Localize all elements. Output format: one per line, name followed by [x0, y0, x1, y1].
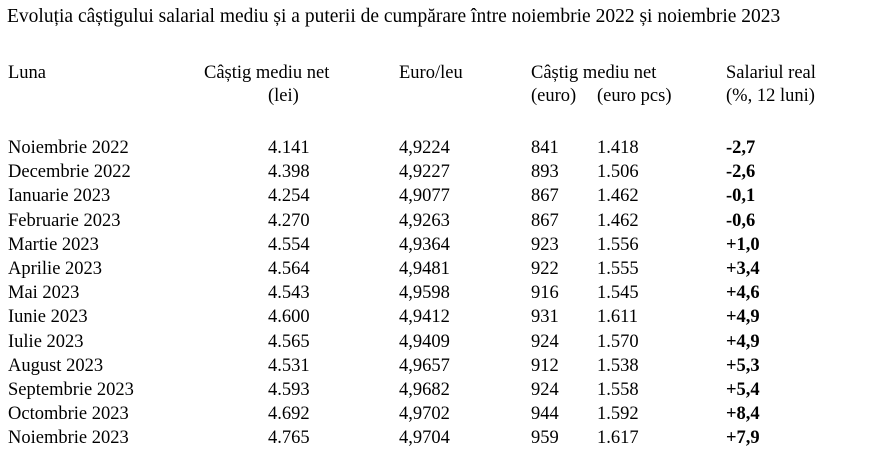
- table-row: [0, 257, 881, 281]
- cell-castig-euro-pcs: 1.555: [597, 258, 639, 279]
- table-row: [0, 402, 881, 426]
- cell-castig-euro-pcs: 1.570: [597, 331, 639, 352]
- cell-euro-leu: 4,9263: [399, 210, 450, 231]
- cell-castig-lei: 4.543: [268, 283, 310, 304]
- cell-castig-lei: 4.254: [268, 186, 310, 207]
- table-row: [0, 184, 881, 208]
- cell-castig-euro-pcs: 1.611: [597, 307, 638, 328]
- cell-euro-leu: 4,9224: [399, 138, 450, 158]
- cell-euro-leu: 4,9227: [399, 162, 450, 183]
- cell-salariul-real: +7,9: [726, 428, 760, 449]
- cell-euro-leu: 4,9409: [399, 331, 450, 352]
- cell-luna: Martie 2023: [8, 234, 99, 255]
- cell-luna: Iulie 2023: [8, 331, 84, 352]
- cell-castig-euro: 944: [531, 404, 559, 425]
- cell-salariul-real: +8,4: [726, 404, 760, 425]
- cell-castig-lei: 4.270: [268, 210, 310, 231]
- header-castig-euro-line2a: (euro): [531, 86, 577, 106]
- cell-castig-euro-pcs: 1.462: [597, 210, 639, 231]
- table-row: [0, 209, 881, 233]
- cell-castig-euro-pcs: 1.418: [597, 138, 639, 158]
- table-row: [0, 281, 881, 305]
- cell-castig-euro-pcs: 1.545: [597, 283, 639, 304]
- table-row: [0, 160, 881, 184]
- table-body: [0, 136, 881, 450]
- cell-castig-euro-pcs: 1.617: [597, 428, 639, 449]
- cell-castig-euro-pcs: 1.506: [597, 162, 639, 183]
- header-luna: Luna: [8, 63, 47, 83]
- cell-castig-euro-pcs: 1.556: [597, 234, 639, 255]
- header-castig-lei-line1: Câștig mediu net: [204, 63, 330, 83]
- cell-luna: Ianuarie 2023: [8, 186, 111, 207]
- header-castig-euro-line2b: (euro pcs): [597, 86, 672, 106]
- cell-salariul-real: -2,6: [726, 162, 756, 183]
- table-row: [0, 378, 881, 402]
- table-row: [0, 136, 881, 160]
- table-row: [0, 354, 881, 378]
- cell-luna: August 2023: [8, 355, 104, 376]
- header-salariul-real-line1: Salariul real: [726, 63, 816, 83]
- cell-castig-euro: 912: [531, 355, 559, 376]
- cell-castig-lei: 4.593: [268, 379, 310, 400]
- cell-salariul-real: +3,4: [726, 258, 760, 279]
- cell-castig-lei: 4.398: [268, 162, 310, 183]
- cell-euro-leu: 4,9598: [399, 283, 450, 304]
- cell-luna: Noiembrie 2023: [8, 428, 129, 449]
- cell-luna: Noiembrie 2022: [8, 138, 129, 158]
- page-title: Evoluția câștigului salarial mediu și a puterii de cumpărare între noiembrie 2022 și noiembrie 2023: [7, 6, 781, 27]
- table-row: [0, 426, 881, 450]
- cell-castig-euro: 959: [531, 428, 559, 449]
- cell-castig-euro-pcs: 1.592: [597, 404, 639, 425]
- cell-castig-euro: 924: [531, 379, 559, 400]
- cell-castig-lei: 4.565: [268, 331, 310, 352]
- cell-salariul-real: +4,9: [726, 307, 760, 328]
- cell-castig-euro-pcs: 1.558: [597, 379, 639, 400]
- cell-castig-euro: 893: [531, 162, 559, 183]
- cell-luna: Decembrie 2022: [8, 162, 131, 183]
- cell-castig-euro: 922: [531, 258, 559, 279]
- cell-luna: Aprilie 2023: [8, 258, 103, 279]
- cell-salariul-real: +1,0: [726, 234, 760, 255]
- cell-euro-leu: 4,9682: [399, 379, 450, 400]
- cell-castig-lei: 4.765: [268, 428, 310, 449]
- cell-euro-leu: 4,9412: [399, 307, 450, 328]
- cell-euro-leu: 4,9481: [399, 258, 450, 279]
- cell-luna: Februarie 2023: [8, 210, 121, 231]
- header-castig-lei-line2: (lei): [268, 86, 299, 106]
- cell-castig-lei: 4.554: [268, 234, 310, 255]
- cell-castig-euro-pcs: 1.462: [597, 186, 639, 207]
- cell-euro-leu: 4,9704: [399, 428, 450, 449]
- cell-castig-euro: 841: [531, 138, 559, 158]
- cell-euro-leu: 4,9702: [399, 404, 450, 425]
- cell-castig-lei: 4.600: [268, 307, 310, 328]
- cell-salariul-real: -0,1: [726, 186, 756, 207]
- header-euro-leu: Euro/leu: [399, 63, 463, 83]
- header-salariul-real-line2: (%, 12 luni): [726, 86, 815, 106]
- cell-castig-euro: 923: [531, 234, 559, 255]
- cell-castig-euro: 924: [531, 331, 559, 352]
- cell-castig-lei: 4.531: [268, 355, 310, 376]
- cell-castig-euro-pcs: 1.538: [597, 355, 639, 376]
- cell-luna: Octombrie 2023: [8, 404, 129, 425]
- cell-castig-euro: 867: [531, 210, 559, 231]
- table-row: [0, 233, 881, 257]
- cell-salariul-real: +5,3: [726, 355, 760, 376]
- cell-euro-leu: 4,9077: [399, 186, 450, 207]
- cell-castig-euro: 916: [531, 283, 559, 304]
- cell-luna: Mai 2023: [8, 283, 80, 304]
- cell-castig-euro: 931: [531, 307, 559, 328]
- cell-euro-leu: 4,9657: [399, 355, 450, 376]
- header-castig-euro-line1: Câștig mediu net: [531, 63, 657, 83]
- cell-castig-lei: 4.564: [268, 258, 310, 279]
- table-row: [0, 330, 881, 354]
- cell-castig-lei: 4.141: [268, 138, 310, 158]
- cell-salariul-real: +4,6: [726, 283, 760, 304]
- cell-castig-lei: 4.692: [268, 404, 310, 425]
- cell-salariul-real: -2,7: [726, 138, 756, 158]
- cell-salariul-real: +5,4: [726, 379, 760, 400]
- table-row: [0, 305, 881, 329]
- cell-salariul-real: +4,9: [726, 331, 760, 352]
- cell-salariul-real: -0,6: [726, 210, 756, 231]
- cell-euro-leu: 4,9364: [399, 234, 450, 255]
- cell-castig-euro: 867: [531, 186, 559, 207]
- cell-luna: Septembrie 2023: [8, 379, 134, 400]
- cell-luna: Iunie 2023: [8, 307, 88, 328]
